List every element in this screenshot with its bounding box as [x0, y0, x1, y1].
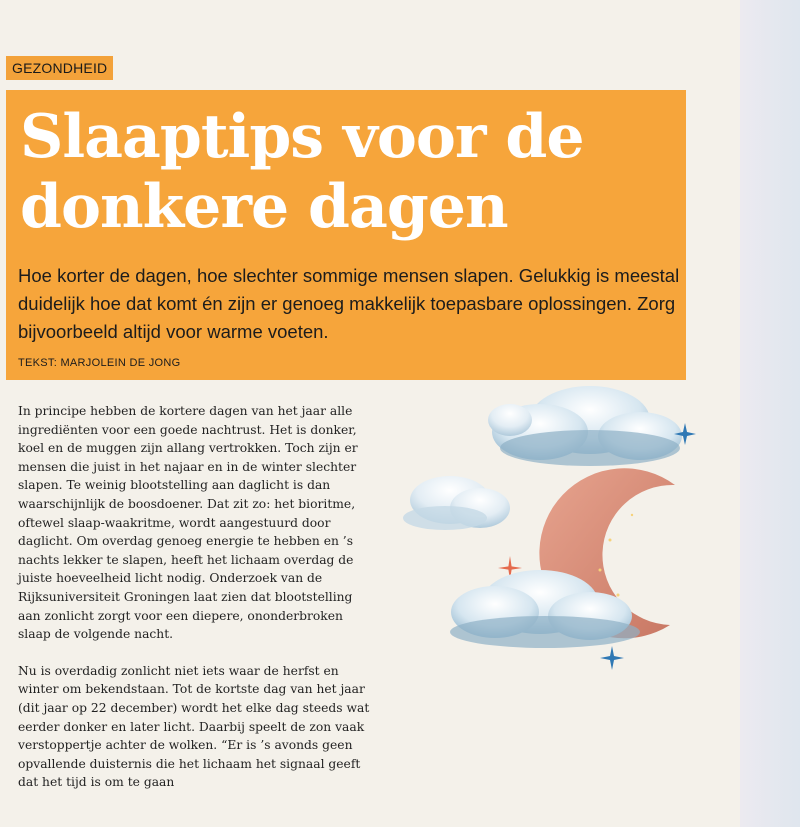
article-body: [18, 402, 370, 810]
category-tag: GEZONDHEID: [6, 56, 113, 80]
article-title: Slaaptips voor de donkere dagen: [20, 102, 584, 242]
star-icon: [600, 646, 624, 670]
article-lead: Hoe korter de dagen, hoe slechter sommige mensen slapen. Gelukkig is meestal duidelijk hoe dat komt én zijn er genoeg makkelijk toepasbare oplossingen. Zorg bijvoorbeeld altijd voor warme voeten.: [18, 265, 680, 342]
body-paragraph: Nu is overdadig zonlicht niet iets waar de herfst en winter om bekendstaan. Tot de kortste dag van het jaar (dit jaar op 22 december) wordt het elke dag steeds wat eerder donker en later licht. Daarbij speelt de zon vaak verstoppertje achter de wolken. “Er is ’s avonds geen opvallende duisternis die het lichaam het signaal geeft dat het tijd is om te gaan: [18, 663, 370, 790]
night-sky-illustration: [400, 340, 720, 680]
cloud-icon: [403, 476, 510, 530]
adjacent-page-edge: [740, 0, 800, 827]
body-paragraph: In principe hebben de kortere dagen van het jaar alle ingrediënten voor een goede nachtrust. Het is donker, koel en de muggen zijn allang vertrokken. Toch zijn er mensen die juist in het najaar en in de winter slechter slapen. Te weinig blootstelling aan daglicht is dan waarschijnlijk de boosdoener. Dat zit zo: het bioritme, oftewel slaap-waakritme, wordt aangestuurd door daglicht. Om overdag genoeg energie te hebben en ’s nachts lekker te slapen, heeft het lichaam overdag de juiste hoeveelheid licht nodig. Onderzoek van de Rijksuniversiteit Groningen laat zien dat blootstelling aan zonlicht zorgt voor een diepere, ononderbroken slaap de volgende nacht.: [18, 404, 358, 642]
author-credit: TEKST: MARJOLEIN DE JONG: [18, 357, 181, 369]
cloud-icon: [488, 386, 682, 466]
cloud-icon: [450, 570, 640, 648]
